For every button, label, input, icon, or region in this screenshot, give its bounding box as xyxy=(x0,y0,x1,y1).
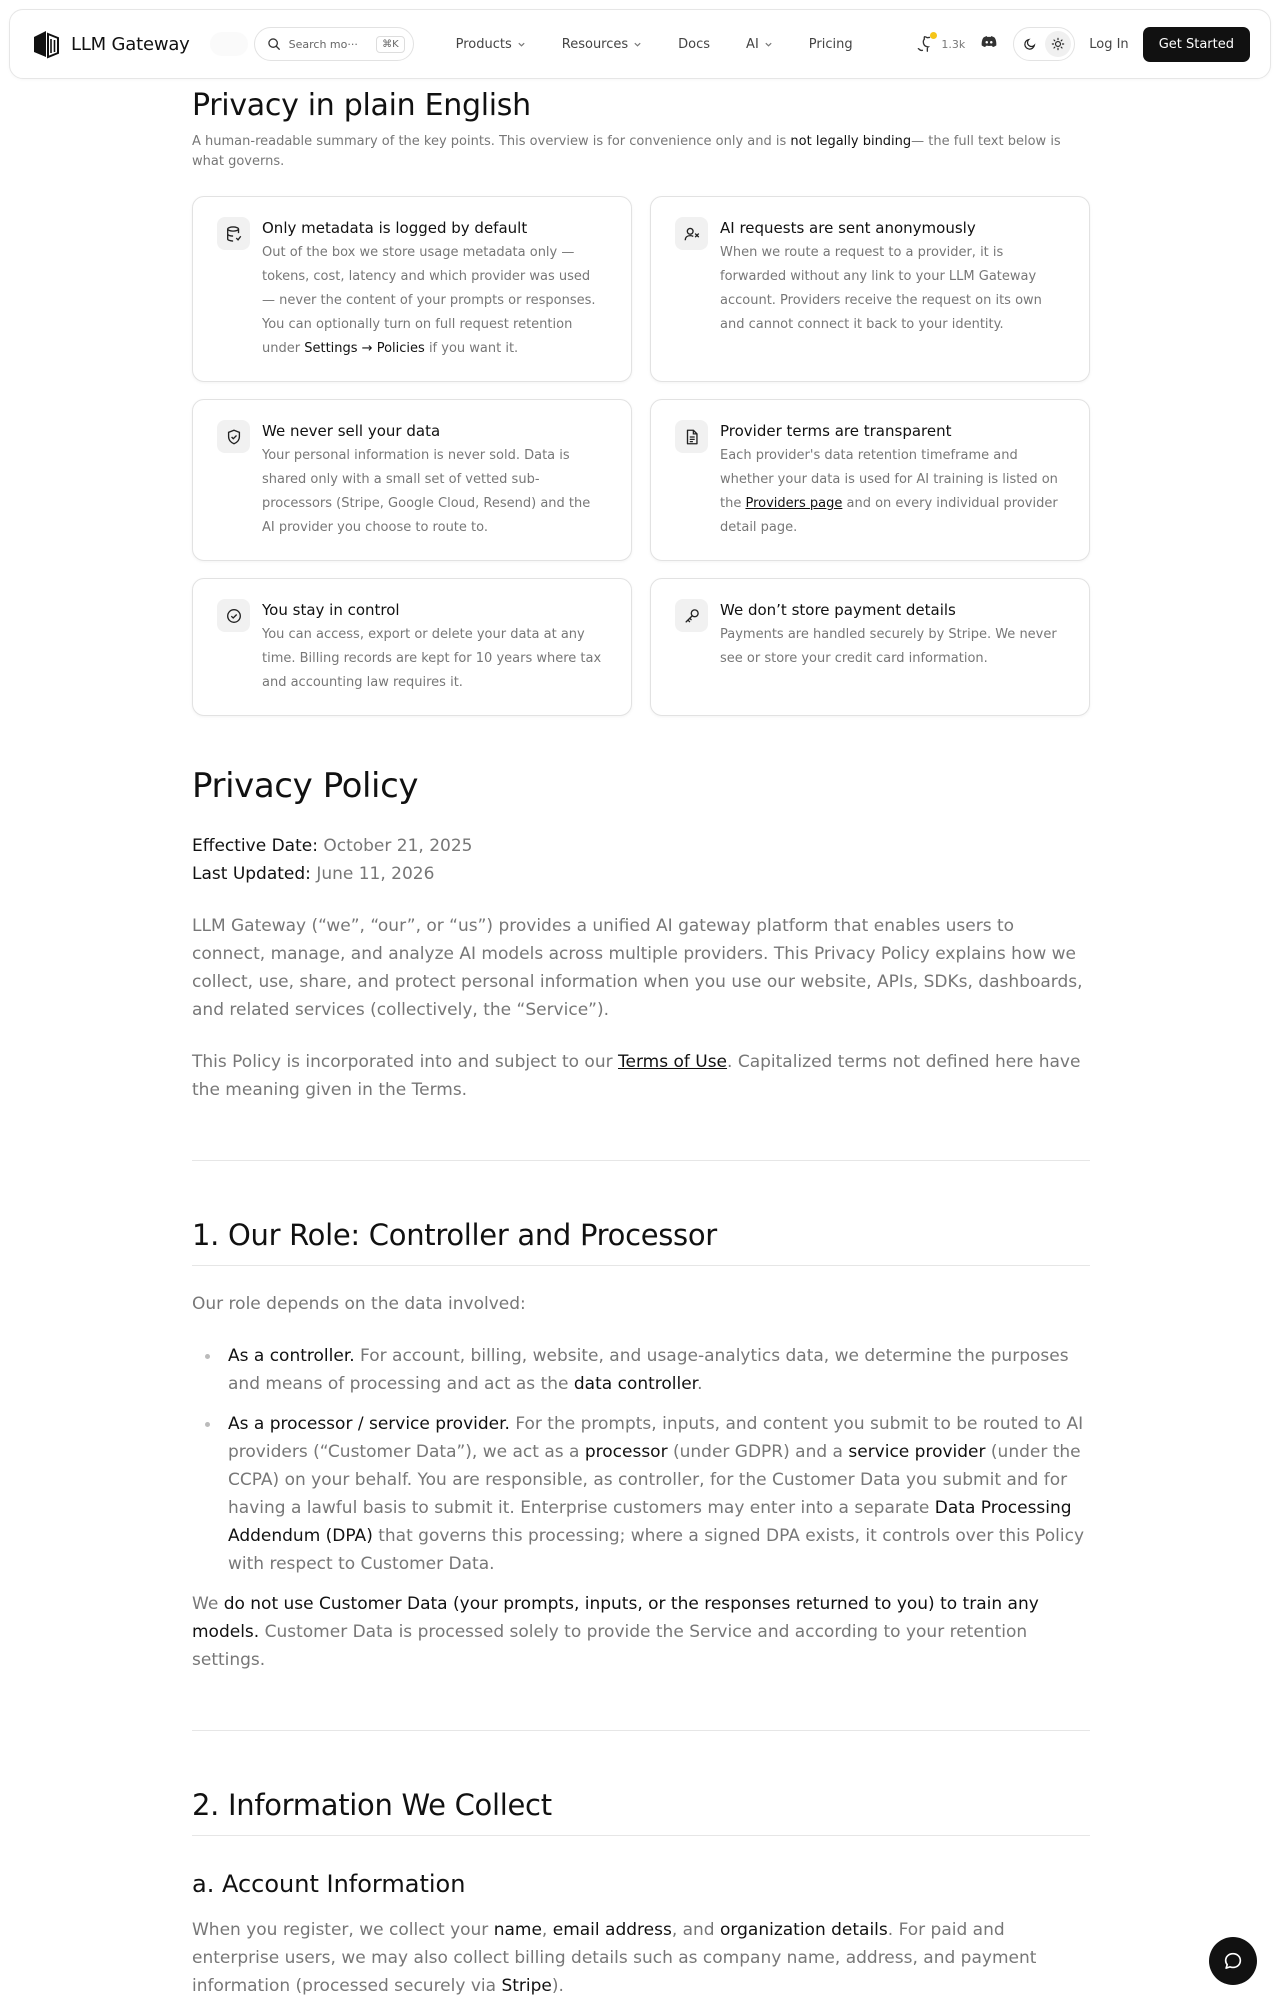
main-menu xyxy=(438,37,871,52)
organization-term: organization details xyxy=(720,1920,888,1940)
moon-icon xyxy=(1023,37,1037,51)
brand-badge-placeholder xyxy=(210,32,248,56)
card-title: We never sell your data xyxy=(262,422,441,440)
card-text: You can access, export or delete your data at any time. Billing records are kept for 10 years where tax and accounting law requires it. xyxy=(262,627,602,690)
menu-docs-label: Docs xyxy=(678,36,711,52)
card-text xyxy=(262,241,607,361)
summary-card xyxy=(192,399,632,561)
github-stars-link[interactable] xyxy=(917,35,965,53)
card-text-part: Each provider's data retention timeframe and whether your data is used for AI training is listed on the xyxy=(720,448,1058,511)
section-2-heading: 2. Information We Collect xyxy=(192,1785,1090,1836)
key-icon xyxy=(683,607,701,625)
card-body xyxy=(262,599,607,695)
section-divider xyxy=(192,1730,1090,1731)
menu-pricing-label: Pricing xyxy=(808,36,853,52)
sun-icon xyxy=(1051,37,1065,51)
providers-page-link[interactable]: Providers page xyxy=(745,496,843,511)
dark-mode-button[interactable] xyxy=(1017,31,1043,57)
account-information-heading: a. Account Information xyxy=(192,1870,466,1898)
paragraph-text-end: Customer Data is processed solely to provide the Service and according to your retention settings. xyxy=(192,1622,1028,1670)
menu-ai-label: AI xyxy=(746,36,759,52)
card-icon-wrapper xyxy=(675,217,708,250)
menu-products-label: Products xyxy=(455,36,512,52)
no-training-paragraph xyxy=(192,1590,1090,1674)
list-item-text: that governs this processing; where a signed DPA exists, it controls over this Policy with respect to Customer Data. xyxy=(228,1526,1085,1574)
card-title: Only metadata is logged by default xyxy=(262,219,528,237)
stripe-term: Stripe xyxy=(501,1976,552,1996)
card-text: Your personal information is never sold. Data is shared only with a small set of vetted sub-processors (Stripe, Google Cloud, Resend) and the AI provider you choose to route to. xyxy=(262,448,591,535)
section-1-heading: 1. Our Role: Controller and Processor xyxy=(192,1215,1090,1266)
list-item-text-end: . xyxy=(697,1374,703,1394)
top-navbar xyxy=(9,9,1271,79)
summary-intro-text-end: — the full text below is what governs. xyxy=(192,134,1061,169)
menu-products[interactable] xyxy=(438,37,544,52)
controller-term: As a controller. xyxy=(228,1346,355,1366)
shield-check-icon xyxy=(225,428,243,446)
search-shortcut-hint: ⌘K xyxy=(376,36,405,53)
terms-paragraph xyxy=(192,1048,1090,1104)
list-item-text: (under GDPR) and a xyxy=(667,1442,849,1462)
summary-card xyxy=(650,399,1090,561)
document-icon xyxy=(683,428,701,446)
paragraph-text: . For paid and enterprise users, we may also collect billing details such as company name, address, and payment information (processed securely via xyxy=(192,1920,1037,1996)
main-content xyxy=(192,84,1090,2000)
menu-ai[interactable] xyxy=(728,37,791,52)
processor-term: processor xyxy=(584,1442,668,1462)
chevron-down-icon xyxy=(764,40,773,49)
list-item-text: (under the CCPA) on your behalf. You are responsible, as controller, for the Customer Data you submit and for having a lawful basis to submit it. Enterprise customers may enter into a separate xyxy=(228,1442,1081,1518)
card-body xyxy=(262,217,607,361)
paragraph-text-end: ). xyxy=(551,1976,564,1996)
card-body xyxy=(720,217,1065,361)
card-title: We don’t store payment details xyxy=(720,601,956,619)
effective-date-label: Effective Date: xyxy=(192,836,318,856)
card-body xyxy=(720,599,1065,695)
account-information-paragraph xyxy=(192,1916,1090,2000)
policy-dates xyxy=(192,832,1090,888)
data-controller-term: data controller xyxy=(573,1374,698,1394)
card-icon-wrapper xyxy=(675,599,708,632)
card-text-part: and on every individual provider detail page. xyxy=(720,496,1058,535)
summary-intro xyxy=(192,132,1090,172)
search-box[interactable] xyxy=(254,27,414,61)
theme-toggle xyxy=(1013,27,1075,61)
paragraph-text: When you register, we collect your xyxy=(192,1920,494,1940)
summary-card xyxy=(192,578,632,716)
card-icon-wrapper xyxy=(217,217,250,250)
navbar-actions xyxy=(917,27,1250,62)
separator-text: , xyxy=(541,1920,553,1940)
summary-card xyxy=(650,196,1090,382)
card-text: When we route a request to a provider, it is forwarded without any link to your LLM Gateway account. Providers receive the request on its own and cannot connect it back to your identity. xyxy=(720,245,1042,332)
list-item-text: For the prompts, inputs, and content you submit to be routed to AI providers (“Customer Data”), we act as a xyxy=(228,1414,1084,1462)
last-updated-label: Last Updated: xyxy=(192,864,311,884)
summary-card xyxy=(192,196,632,382)
card-body xyxy=(262,420,607,540)
section-1-intro: Our role depends on the data involved: xyxy=(192,1294,526,1314)
chevron-down-icon xyxy=(517,40,526,49)
light-mode-button[interactable] xyxy=(1045,31,1071,57)
summary-intro-text: A human-readable summary of the key points. This overview is for convenience only and is xyxy=(192,134,791,149)
terms-of-use-link[interactable]: Terms of Use xyxy=(618,1052,728,1072)
menu-resources-label: Resources xyxy=(561,36,629,52)
role-list xyxy=(192,1342,1090,1578)
card-text xyxy=(720,444,1065,540)
processor-heading-term: As a processor / service provider. xyxy=(228,1414,510,1434)
policy-intro-paragraph: LLM Gateway (“we”, “our”, or “us”) provides a unified AI gateway platform that enables users to connect, manage, and analyze AI models across multiple providers. This Privacy Policy explains how we collect, use, share, and protect personal information when you use our website, APIs, SDKs, dashboards, and related services (collectively, the “Service”). xyxy=(192,916,1083,1020)
user-x-icon xyxy=(683,225,701,243)
email-term: email address xyxy=(552,1920,672,1940)
discord-link[interactable] xyxy=(979,32,999,56)
card-text-part: Out of the box we store usage metadata only — tokens, cost, latency and which provider was used — never the content of your prompts or responses. You can optionally turn on full request retention under xyxy=(262,245,596,356)
list-item xyxy=(228,1410,1090,1578)
chevron-down-icon xyxy=(633,40,642,49)
dpa-term: Data Processing Addendum (DPA) xyxy=(228,1498,1072,1546)
check-circle-icon xyxy=(225,607,243,625)
policy-heading: Privacy Policy xyxy=(192,766,419,806)
summary-intro-emphasis: not legally binding xyxy=(790,134,912,149)
paragraph-text: We xyxy=(192,1594,224,1614)
card-title: AI requests are sent anonymously xyxy=(720,219,976,237)
discord-icon xyxy=(979,32,999,52)
chat-support-button[interactable] xyxy=(1209,1937,1257,1985)
card-icon-wrapper xyxy=(217,420,250,453)
summary-heading: Privacy in plain English xyxy=(192,88,531,123)
notification-dot xyxy=(930,32,937,39)
card-body xyxy=(720,420,1065,540)
name-term: name xyxy=(493,1920,542,1940)
effective-date-row xyxy=(192,832,1090,860)
search-input[interactable] xyxy=(289,38,361,51)
login-link[interactable]: Log In xyxy=(1089,36,1129,52)
terms-text-end: . Capitalized terms not defined here have the meaning given in the Terms. xyxy=(192,1052,1081,1100)
get-started-button[interactable]: Get Started xyxy=(1143,27,1250,62)
summary-cards-grid xyxy=(192,196,1090,716)
section-divider xyxy=(192,1160,1090,1161)
effective-date-value: October 21, 2025 xyxy=(323,836,473,856)
brand-logo-link[interactable] xyxy=(30,28,190,60)
github-star-count: 1.3k xyxy=(941,37,966,51)
menu-pricing[interactable] xyxy=(791,37,871,52)
database-icon xyxy=(225,225,243,243)
terms-text: This Policy is incorporated into and subject to our xyxy=(192,1052,618,1072)
policies-term: Policies xyxy=(376,341,425,356)
menu-docs[interactable] xyxy=(660,37,728,52)
menu-resources[interactable] xyxy=(544,37,660,52)
summary-card xyxy=(650,578,1090,716)
list-item xyxy=(228,1342,1090,1398)
brand-logo-icon xyxy=(30,28,62,60)
card-title: Provider terms are transparent xyxy=(720,422,952,440)
separator-text: , and xyxy=(671,1920,721,1940)
settings-term: Settings xyxy=(304,341,358,356)
search-icon xyxy=(267,37,281,51)
no-training-statement: do not use Customer Data (your prompts, inputs, or the responses returned to you) to train any models. xyxy=(192,1594,1039,1642)
card-text: Payments are handled securely by Stripe. We never see or store your credit card information. xyxy=(720,627,1057,666)
last-updated-value: June 11, 2026 xyxy=(316,864,435,884)
card-title: You stay in control xyxy=(262,601,400,619)
service-provider-term: service provider xyxy=(848,1442,986,1462)
last-updated-row xyxy=(192,860,1090,888)
card-icon-wrapper xyxy=(217,599,250,632)
card-text-part: if you want it. xyxy=(424,341,519,356)
card-icon-wrapper xyxy=(675,420,708,453)
chat-bubble-icon xyxy=(1222,1950,1244,1972)
arrow-glyph: → xyxy=(357,341,377,356)
list-item-text: For account, billing, website, and usage-analytics data, we determine the purposes and means of processing and act as the xyxy=(228,1346,1069,1394)
brand-name: LLM Gateway xyxy=(71,33,190,55)
